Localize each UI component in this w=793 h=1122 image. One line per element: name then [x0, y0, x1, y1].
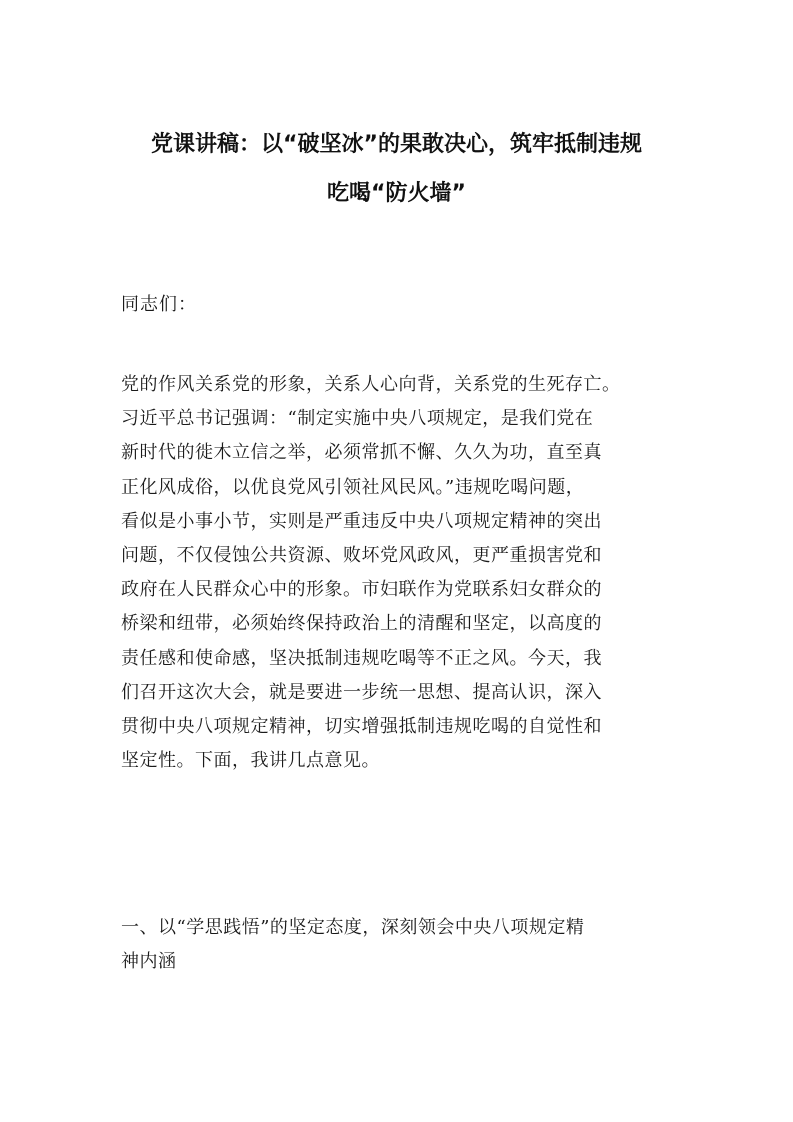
paragraph-line: 贯彻中央八项规定精神，切实增强抵制违规吃喝的自觉性和	[121, 716, 602, 738]
title-line-1: 党课讲稿：以“破坚冰”的果敢决心，筑牢抵制违规	[151, 132, 642, 157]
paragraph-line: 新时代的徙木立信之举，必须常抓不懈、久久为功，直至真	[121, 442, 602, 464]
paragraph-line: 习近平总书记强调：“制定实施中央八项规定，是我们党在	[121, 408, 594, 430]
heading-line: 神内涵	[121, 951, 177, 973]
paragraph-line: 桥梁和纽带，必须始终保持政治上的清醒和坚定，以高度的	[121, 613, 602, 635]
paragraph-line: 正化风成俗，以优良党风引领社风民风。”违规吃喝问题，	[121, 476, 585, 498]
section-1-heading	[121, 911, 681, 979]
paragraph-line: 看似是小事小节，实则是严重违反中央八项规定精神的突出	[121, 510, 602, 532]
title-line-2: 吃喝“防火墙”	[327, 181, 466, 206]
paragraph-line: 们召开这次大会，就是要进一步统一思想、提高认识，深入	[121, 681, 602, 703]
intro-paragraph	[121, 368, 681, 778]
paragraph-line: 问题，不仅侵蚀公共资源、败坏党风政风，更严重损害党和	[121, 545, 602, 567]
salutation: 同志们：	[121, 294, 197, 315]
heading-line: 一、以“学思践悟”的坚定态度，深刻领会中央八项规定精	[121, 917, 585, 938]
paragraph-line: 坚定性。下面，我讲几点意见。	[121, 750, 380, 772]
paragraph-line: 政府在人民群众心中的形象。市妇联作为党联系妇女群众的	[121, 579, 602, 601]
document-title	[100, 120, 693, 218]
paragraph-line: 责任感和使命感，坚决抵制违规吃喝等不正之风。今天，我	[121, 647, 602, 669]
paragraph-line: 党的作风关系党的形象，关系人心向背，关系党的生死存亡。	[121, 374, 621, 395]
